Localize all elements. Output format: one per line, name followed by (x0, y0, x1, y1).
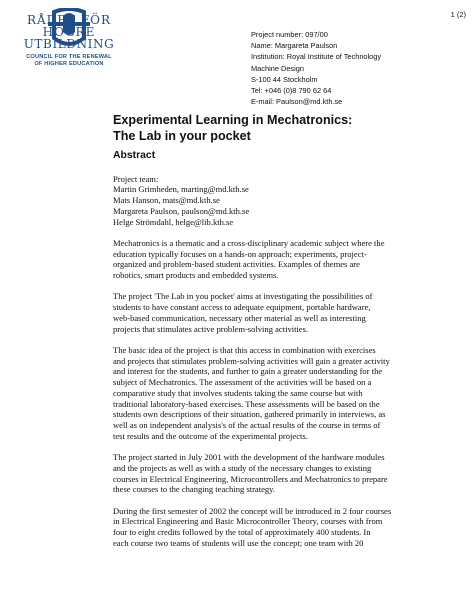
text-line: education typically focuses on a hands-on approach; experiments, project- (113, 248, 367, 259)
contact-department: Machine Design (251, 63, 304, 73)
title-line: Experimental Learning in Mechatronics: (113, 113, 353, 127)
text-line: Helge Strömdahl, helge@lib.kth.se (113, 216, 234, 227)
text-line: organized and problem-based student activities. Examples of themes are (113, 259, 360, 270)
title-line: The Lab in your pocket (113, 128, 251, 143)
council-logo (10, 8, 128, 68)
text-line: courses in Electrical Engineering, Microcontrollers and Mechatronics to prepare (113, 473, 388, 484)
text-line: traditional laboratory-based exercises. These assessments will be based on the (113, 398, 380, 409)
logo-text-line-2: HÖGRE (42, 25, 96, 39)
text-line: and the projects as well as with a study of the necessary changes to existing (113, 462, 372, 473)
contact-email: E-mail: Paulson@md.kth.se (251, 97, 343, 107)
text-line: and projects that stimulates problem-solving activities will gain a greater activity (113, 355, 390, 366)
text-line: in Electrical Engineering and Basic Microcontroller Theory, courses with from (113, 516, 383, 527)
text-line: subject of Mechatronics. The assessment of the activities will be based on a (113, 377, 372, 387)
text-line: Project team: (113, 173, 159, 184)
contact-name: Name: Margareta Paulson (251, 41, 338, 51)
text-line: and interest for the students, and further to gain a greater understanding for the (113, 366, 383, 377)
text-line: During the first semester of 2002 the concept will be introduced in 2 four courses (113, 505, 392, 516)
abstract-body (113, 163, 473, 559)
page-number: 1 (2) (450, 10, 466, 19)
text-line: The basic idea of the project is that this access in combination with exercises (113, 344, 376, 355)
abstract-heading: Abstract (113, 150, 156, 161)
text-line: well as on independent analysis's of the actual results of the course in terms of (113, 420, 381, 430)
text-line: students to have constant access to adequate equipment, portable hardware, (113, 302, 371, 312)
logo-subtitle-line: OF HIGHER EDUCATION (34, 61, 104, 67)
logo-text-line-3: UTBILDNING (23, 37, 115, 51)
text-line: each course two teams of students will use the concept; one team with 20 (113, 537, 364, 548)
text-line: The project started in July 2001 with the development of the hardware modules (113, 452, 385, 462)
contact-institution: Institution: Royal Institute of Technology (251, 52, 382, 62)
contact-address: S-100 44 Stockholm (251, 74, 318, 84)
contact-phone: Tel: +046 (0)8 790 62 64 (251, 86, 332, 96)
contact-block (251, 29, 381, 107)
text-line: Martin Grimheden, marting@md.kth.se (113, 184, 249, 195)
logo-text-line-1: RÅDET FÖR (26, 13, 112, 27)
logo-subtitle-line: COUNCIL FOR THE RENEWAL (26, 54, 112, 60)
text-line: robotics, smart products and embedded systems. (113, 270, 279, 280)
document-title (113, 113, 352, 144)
text-line: web-based communication, necessary other material as well as interesting (113, 312, 366, 323)
text-line: Mats Hanson, mats@md.kth.se (113, 195, 220, 205)
text-line: Margareta Paulson, paulson@md.kth.se (113, 205, 250, 216)
text-line: Mechatronics is a thematic and a cross-disciplinary academic subject where the (113, 237, 385, 248)
text-line: projects that stimulates active problem-solving activities. (113, 323, 309, 334)
text-line: The project 'The Lab in you pocket' aims at investigating the possibilities of (113, 291, 373, 302)
project-number: Project number: 097/00 (251, 30, 328, 39)
text-line: comparative study that involves students taking the same course but with (113, 387, 363, 398)
text-line: four to eight credits followed by the total of approximately 400 students. In (113, 527, 371, 537)
text-line: test results and the outcome of the experimental projects. (113, 430, 308, 441)
logo-subtitle (10, 54, 128, 68)
text-line: these courses to the changing teaching strategy. (113, 484, 276, 495)
text-line: students own descriptions of their situation, gathered primarily in interviews, as (113, 409, 386, 420)
